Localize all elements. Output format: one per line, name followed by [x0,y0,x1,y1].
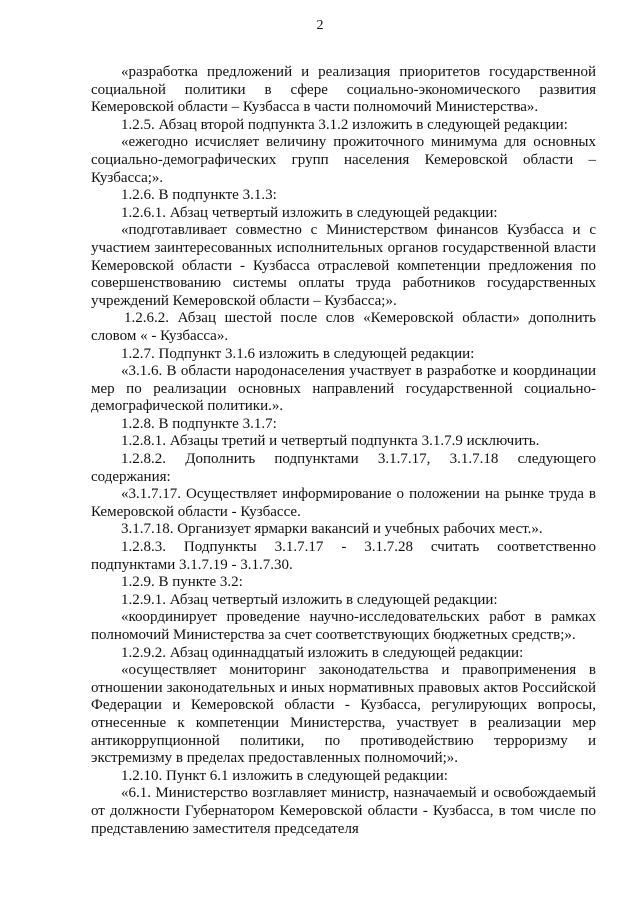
paragraph-10: 1.2.8. В подпункте 3.1.7: [121,415,277,432]
paragraph-21: 1.2.10. Пункт 6.1 изложить в следующей редакции: [121,767,448,784]
paragraph-4: 1.2.6. В подпункте 3.1.3: [121,187,277,204]
paragraph-6: «подготавливает совместно с Министерством финансов Кузбасса и с участием заинтересованных исполнительных органов государственной власти Кемеровской области - Кузбасса отраслевой компетенции предложения по совершенствованию системы оплаты труда работников государственных учреждений Кемеровской области – Кузбасса;». [91,222,596,309]
paragraph-7: 1.2.6.2. Абзац шестой после слов «Кемеровской области» дополнить словом « - Кузбасса». [91,310,596,344]
paragraph-14: 3.1.7.18. Организует ярмарки вакансий и учебных рабочих мест.». [121,521,543,538]
paragraph-5: 1.2.6.1. Абзац четвертый изложить в следующей редакции: [121,204,498,221]
page-number: 2 [316,18,324,33]
paragraph-9: «3.1.6. В области народонаселения участвует в разработке и координации мер по реализации основных направлений государственной социально-демографической политики.». [91,363,596,415]
paragraph-19: 1.2.9.2. Абзац одиннадцатый изложить в следующей редакции: [121,644,524,661]
paragraph-20: «осуществляет мониторинг законодательства и правоприменения в отношении законодательных и иных нормативных правовых актов Российской Федерации и Кемеровской области - Кузбасса, регулирующих вопросы, отнесенные к компетенции Министерства, участвует в реализации мер антикоррупционной политики, по противодействию терроризму и экстремизму в пределах предоставленных полномочий;». [91,662,596,767]
paragraph-18: «координирует проведение научно-исследовательских работ в рамках полномочий Министерства за счет соответствующих бюджетных средств;». [91,609,596,643]
paragraph-3: «ежегодно исчисляет величину прожиточного минимума для основных социально-демографических групп населения Кемеровской области – Кузбасса;». [91,134,596,186]
paragraph-17: 1.2.9.1. Абзац четвертый изложить в следующей редакции: [121,591,498,608]
paragraph-13: «3.1.7.17. Осуществляет информирование о положении на рынке труда в Кемеровской области - Кузбассе. [91,486,596,520]
paragraph-15: 1.2.8.3. Подпункты 3.1.7.17 - 3.1.7.28 считать соответственно подпунктами 3.1.7.19 - 3.1.7.30. [91,539,596,573]
paragraph-2: 1.2.5. Абзац второй подпункта 3.1.2 изложить в следующей редакции: [121,116,568,133]
paragraph-11: 1.2.8.1. Абзацы третий и четвертый подпункта 3.1.7.9 исключить. [121,433,540,450]
paragraph-1: «разработка предложений и реализация приоритетов государственной социальной политики в сфере социально-экономического развития Кемеровской области – Кузбасса в части полномочий Министерства». [91,64,596,116]
paragraph-22: «6.1. Министерство возглавляет министр, назначаемый и освобождаемый от должности Губернатором Кемеровской области - Кузбасса, в том числе по представлению заместителя председателя [91,785,596,837]
paragraph-16: 1.2.9. В пункте 3.2: [121,574,243,591]
document-body [91,64,596,838]
paragraph-8: 1.2.7. Подпункт 3.1.6 изложить в следующей редакции: [121,345,475,362]
paragraph-12: 1.2.8.2. Дополнить подпунктами 3.1.7.17, 3.1.7.18 следующего содержания: [91,451,596,485]
